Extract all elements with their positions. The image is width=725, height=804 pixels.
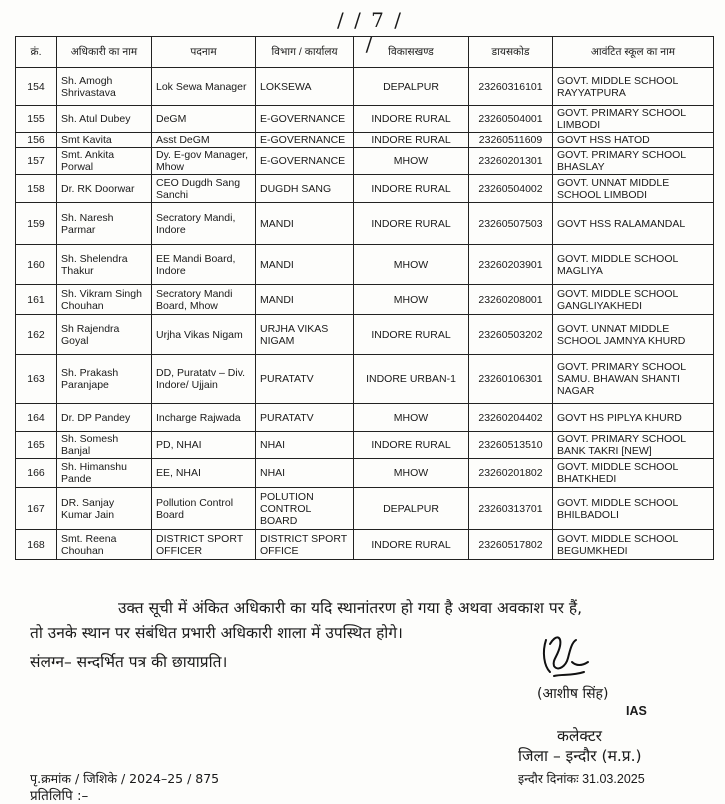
cell-officer-name: Sh. Somesh Banjal [57, 432, 152, 459]
signatory-designation: कलेक्टर [557, 727, 603, 745]
cell-officer-name: Smt Kavita [57, 133, 152, 148]
table-row [16, 106, 714, 133]
table-row [16, 404, 714, 432]
cell-officer-name: Sh. Naresh Parmar [57, 203, 152, 245]
officer-allocation-table [15, 36, 714, 560]
cell-serial-no: 160 [16, 245, 57, 285]
cell-block: MHOW [354, 404, 469, 432]
cell-block: MHOW [354, 459, 469, 488]
cell-designation: DISTRICT SPORT OFFICER [152, 530, 256, 560]
cell-school-name: GOVT. MIDDLE SCHOOL MAGLIYA [553, 245, 714, 285]
cell-serial-no: 168 [16, 530, 57, 560]
cell-dise-code: 23260204402 [469, 404, 553, 432]
cell-serial-no: 158 [16, 175, 57, 203]
header-designation: पदनाम [152, 37, 256, 68]
cell-school-name: GOVT HSS RALAMANDAL [553, 203, 714, 245]
signatory-service: IAS [626, 704, 647, 718]
cell-block: INDORE RURAL [354, 106, 469, 133]
cell-serial-no: 154 [16, 68, 57, 106]
cell-designation: DeGM [152, 106, 256, 133]
instruction-line-2: तो उनके स्थान पर संबंधित प्रभारी अधिकारी शाला में उपस्थित होगे। [30, 624, 403, 642]
cell-serial-no: 159 [16, 203, 57, 245]
cell-school-name: GOVT. MIDDLE SCHOOL RAYYATPURA [553, 68, 714, 106]
cell-designation: Pollution Control Board [152, 488, 256, 530]
cell-block: INDORE RURAL [354, 203, 469, 245]
cell-block: MHOW [354, 285, 469, 315]
cell-serial-no: 165 [16, 432, 57, 459]
table-row [16, 530, 714, 560]
cell-department: MANDI [256, 245, 354, 285]
cell-officer-name: Sh. Himanshu Pande [57, 459, 152, 488]
table-row [16, 133, 714, 148]
cell-serial-no: 167 [16, 488, 57, 530]
cell-school-name: GOVT HS PIPLYA KHURD [553, 404, 714, 432]
table-row [16, 315, 714, 355]
cell-officer-name: Sh. Shelendra Thakur [57, 245, 152, 285]
cell-serial-no: 155 [16, 106, 57, 133]
cell-dise-code: 23260504001 [469, 106, 553, 133]
cell-dise-code: 23260503202 [469, 315, 553, 355]
table-row [16, 245, 714, 285]
cell-dise-code: 23260511609 [469, 133, 553, 148]
cell-dise-code: 23260106301 [469, 355, 553, 404]
cell-serial-no: 164 [16, 404, 57, 432]
cell-officer-name: Sh. Vikram Singh Chouhan [57, 285, 152, 315]
header-serial-no: क्रं. [16, 37, 57, 68]
cell-dise-code: 23260313701 [469, 488, 553, 530]
cell-dise-code: 23260513510 [469, 432, 553, 459]
cell-officer-name: Sh. Amogh Shrivastava [57, 68, 152, 106]
cell-designation: Incharge Rajwada [152, 404, 256, 432]
header-department: विभाग / कार्यालय [256, 37, 354, 68]
enclosure-note: संलग्न– सन्दर्भित पत्र की छायाप्रति। [30, 653, 228, 671]
cell-block: INDORE RURAL [354, 530, 469, 560]
instruction-line-1: उक्त सूची में अंकित अधिकारी का यदि स्थानांतरण हो गया है अथवा अवकाश पर हैं, [118, 599, 583, 617]
cell-designation: Lok Sewa Manager [152, 68, 256, 106]
cell-department: PURATATV [256, 404, 354, 432]
cell-officer-name: Sh Rajendra Goyal [57, 315, 152, 355]
cell-designation: Secratory Mandi Board, Mhow [152, 285, 256, 315]
cell-designation: Asst DeGM [152, 133, 256, 148]
cell-dise-code: 23260201301 [469, 148, 553, 175]
table-row [16, 459, 714, 488]
cell-officer-name: Sh. Atul Dubey [57, 106, 152, 133]
cell-department: NHAI [256, 459, 354, 488]
cell-officer-name: Smt. Reena Chouhan [57, 530, 152, 560]
cell-school-name: GOVT HSS HATOD [553, 133, 714, 148]
instruction-paragraph [30, 596, 710, 646]
header-dise-code: डायसकोड [469, 37, 553, 68]
cell-officer-name: Dr. DP Pandey [57, 404, 152, 432]
cell-block: INDORE RURAL [354, 315, 469, 355]
cell-officer-name: Sh. Prakash Paranjape [57, 355, 152, 404]
cell-block: DEPALPUR [354, 488, 469, 530]
cell-serial-no: 163 [16, 355, 57, 404]
table-header-row [16, 37, 714, 68]
cell-dise-code: 23260203901 [469, 245, 553, 285]
cell-designation: Urjha Vikas Nigam [152, 315, 256, 355]
table-row [16, 355, 714, 404]
cell-school-name: GOVT. PRIMARY SCHOOL BHASLAY [553, 148, 714, 175]
cell-department: MANDI [256, 203, 354, 245]
cell-designation: Secratory Mandi, Indore [152, 203, 256, 245]
cell-officer-name: DR. Sanjay Kumar Jain [57, 488, 152, 530]
cell-block: DEPALPUR [354, 68, 469, 106]
cell-department: POLUTION CONTROL BOARD [256, 488, 354, 530]
cell-block: INDORE RURAL [354, 133, 469, 148]
cell-dise-code: 23260517802 [469, 530, 553, 560]
cell-school-name: GOVT. PRIMARY SCHOOL LIMBODI [553, 106, 714, 133]
signatory-district: जिला – इन्दौर (म.प्र.) [518, 747, 642, 765]
header-block: विकासखण्ड [354, 37, 469, 68]
signatory-name: (आशीष सिंह) [537, 686, 609, 702]
cell-department: DISTRICT SPORT OFFICE [256, 530, 354, 560]
cell-school-name: GOVT. UNNAT MIDDLE SCHOOL LIMBODI [553, 175, 714, 203]
cell-department: URJHA VIKAS NIGAM [256, 315, 354, 355]
cell-serial-no: 161 [16, 285, 57, 315]
cell-department: E-GOVERNANCE [256, 133, 354, 148]
cell-department: E-GOVERNANCE [256, 148, 354, 175]
cell-designation: DD, Puratatv – Div. Indore/ Ujjain [152, 355, 256, 404]
cell-school-name: GOVT. PRIMARY SCHOOL SAMU. BHAWAN SHANTI NAGAR [553, 355, 714, 404]
table-row [16, 488, 714, 530]
cell-dise-code: 23260504002 [469, 175, 553, 203]
cell-dise-code: 23260507503 [469, 203, 553, 245]
table-row [16, 285, 714, 315]
cell-school-name: GOVT. UNNAT MIDDLE SCHOOL JAMNYA KHURD [553, 315, 714, 355]
cell-designation: EE, NHAI [152, 459, 256, 488]
signature-mark [532, 632, 592, 682]
cell-dise-code: 23260208001 [469, 285, 553, 315]
cell-school-name: GOVT. MIDDLE SCHOOL BHILBADOLI [553, 488, 714, 530]
cell-designation: Dy. E-gov Manager, Mhow [152, 148, 256, 175]
cell-serial-no: 157 [16, 148, 57, 175]
table-row [16, 175, 714, 203]
cell-block: INDORE RURAL [354, 432, 469, 459]
cell-designation: CEO Dugdh Sang Sanchi [152, 175, 256, 203]
cell-serial-no: 156 [16, 133, 57, 148]
cell-department: DUGDH SANG [256, 175, 354, 203]
cell-block: INDORE RURAL [354, 175, 469, 203]
cell-school-name: GOVT. MIDDLE SCHOOL BEGUMKHEDI [553, 530, 714, 560]
table-row [16, 203, 714, 245]
header-school-name: आवंटित स्कूल का नाम [553, 37, 714, 68]
cell-serial-no: 162 [16, 315, 57, 355]
cell-block: INDORE URBAN-1 [354, 355, 469, 404]
copy-to-label: प्रतिलिपि :– [30, 788, 89, 804]
cell-block: MHOW [354, 148, 469, 175]
cell-department: LOKSEWA [256, 68, 354, 106]
cell-designation: EE Mandi Board, Indore [152, 245, 256, 285]
cell-department: MANDI [256, 285, 354, 315]
table-row [16, 432, 714, 459]
reference-number: पृ.क्रमांक / जिशिके / 2024–25 / 875 [30, 771, 220, 786]
cell-designation: PD, NHAI [152, 432, 256, 459]
table-row [16, 148, 714, 175]
cell-block: MHOW [354, 245, 469, 285]
page-number: / / 7 / / [336, 8, 403, 56]
cell-school-name: GOVT. MIDDLE SCHOOL GANGLIYAKHEDI [553, 285, 714, 315]
cell-officer-name: Smt. Ankita Porwal [57, 148, 152, 175]
cell-school-name: GOVT. MIDDLE SCHOOL BHATKHEDI [553, 459, 714, 488]
cell-serial-no: 166 [16, 459, 57, 488]
cell-dise-code: 23260316101 [469, 68, 553, 106]
table-row [16, 68, 714, 106]
cell-department: NHAI [256, 432, 354, 459]
place-date: इन्दौर दिनांकः 31.03.2025 [518, 772, 645, 786]
cell-officer-name: Dr. RK Doorwar [57, 175, 152, 203]
cell-department: E-GOVERNANCE [256, 106, 354, 133]
cell-department: PURATATV [256, 355, 354, 404]
header-officer-name: अधिकारी का नाम [57, 37, 152, 68]
cell-school-name: GOVT. PRIMARY SCHOOL BANK TAKRI [NEW] [553, 432, 714, 459]
cell-dise-code: 23260201802 [469, 459, 553, 488]
